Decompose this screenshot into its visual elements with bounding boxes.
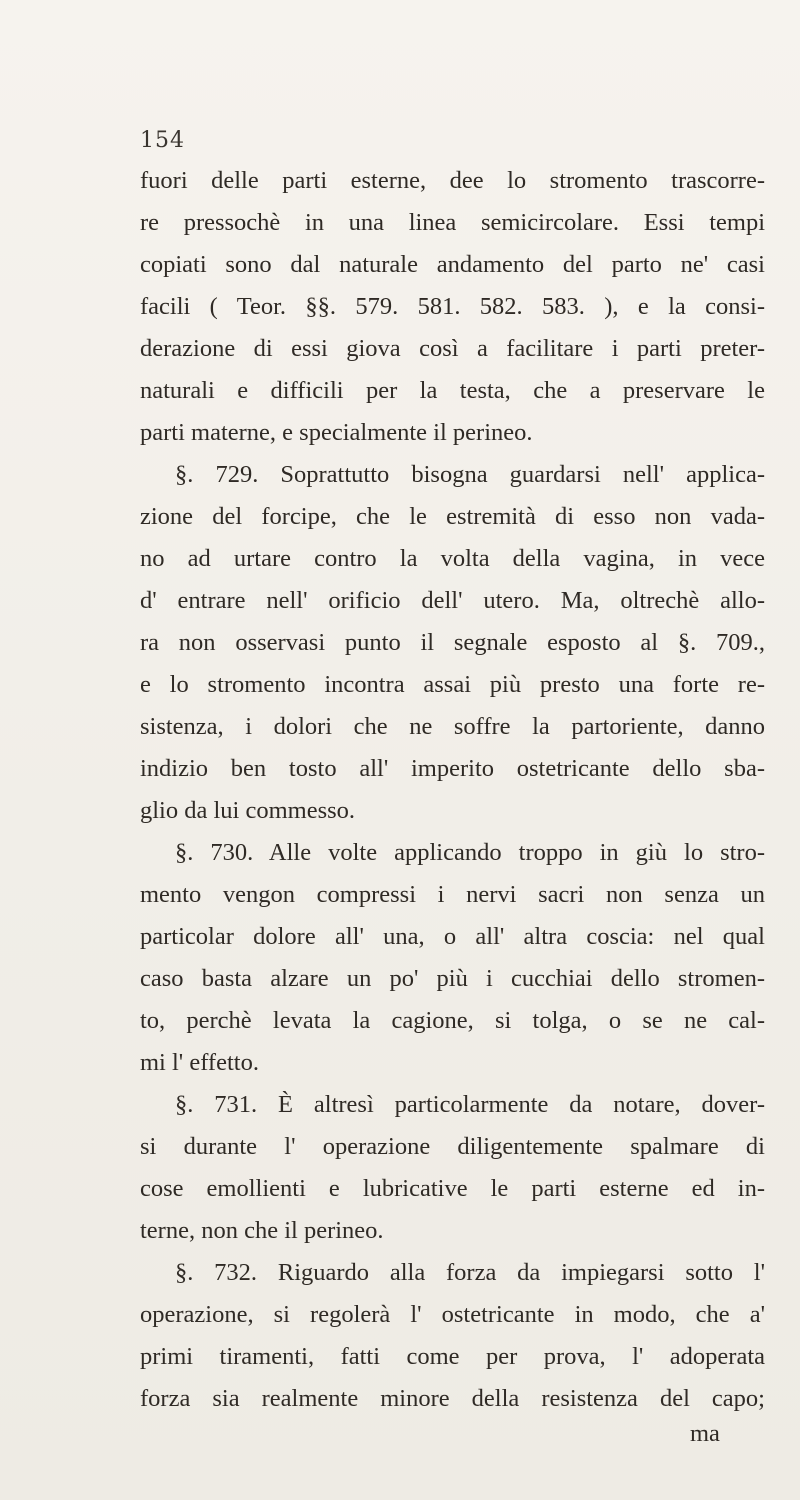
- text-line: indizio ben tosto all' imperito ostetricante dello sba-: [140, 755, 765, 782]
- text-line: sistenza, i dolori che ne soffre la partoriente, danno: [140, 713, 765, 740]
- text-line: caso basta alzare un po' più i cucchiai dello stromen-: [140, 965, 765, 992]
- text-line: ra non osservasi punto il segnale esposto al §. 709.,: [140, 629, 765, 656]
- text-line: facili ( Teor. §§. 579. 581. 582. 583. ), e la consi-: [140, 293, 765, 320]
- text-line: particolar dolore all' una, o all' altra coscia: nel qual: [140, 923, 765, 950]
- text-line: e lo stromento incontra assai più presto una forte re-: [140, 671, 765, 698]
- text-line: d' entrare nell' orificio dell' utero. Ma, oltrechè allo-: [140, 587, 765, 614]
- text-line: re pressochè in una linea semicircolare. Essi tempi: [140, 209, 765, 236]
- text-line: cose emollienti e lubricative le parti esterne ed in-: [140, 1175, 765, 1202]
- text-line: operazione, si regolerà l' ostetricante in modo, che a': [140, 1301, 765, 1328]
- body-text: [140, 160, 765, 1420]
- text-line: si durante l' operazione diligentemente spalmare di: [140, 1133, 765, 1160]
- text-line: no ad urtare contro la volta della vagina, in vece: [140, 545, 765, 572]
- text-line: primi tiramenti, fatti come per prova, l' adoperata: [140, 1343, 765, 1370]
- text-line: copiati sono dal naturale andamento del parto ne' casi: [140, 251, 765, 278]
- paragraph-start-line: §. 730. Alle volte applicando troppo in giù lo stro-: [175, 839, 765, 866]
- text-line: zione del forcipe, che le estremità di esso non vada-: [140, 503, 765, 530]
- text-line: derazione di essi giova così a facilitare i parti preter-: [140, 335, 765, 362]
- paragraph-end-line: parti materne, e specialmente il perineo.: [140, 419, 533, 446]
- paragraph-start-line: §. 732. Riguardo alla forza da impiegarsi sotto l': [175, 1259, 765, 1286]
- catchword: ma: [690, 1420, 720, 1447]
- text-line: fuori delle parti esterne, dee lo stromento trascorre-: [140, 167, 765, 194]
- paragraph-end-line: glio da lui commesso.: [140, 797, 356, 824]
- paragraph-start-line: §. 731. È altresì particolarmente da notare, dover-: [175, 1091, 765, 1118]
- text-line: forza sia realmente minore della resistenza del capo;: [140, 1385, 765, 1412]
- text-line: mento vengon compressi i nervi sacri non senza un: [140, 881, 765, 908]
- page-number: 154: [140, 128, 185, 153]
- paragraph-start-line: §. 729. Soprattutto bisogna guardarsi nell' applica-: [175, 461, 765, 488]
- text-line: to, perchè levata la cagione, si tolga, o se ne cal-: [140, 1007, 765, 1034]
- paragraph-end-line: mi l' effetto.: [140, 1049, 259, 1076]
- paragraph-end-line: terne, non che il perineo.: [140, 1217, 384, 1244]
- text-line: naturali e difficili per la testa, che a preservare le: [140, 377, 765, 404]
